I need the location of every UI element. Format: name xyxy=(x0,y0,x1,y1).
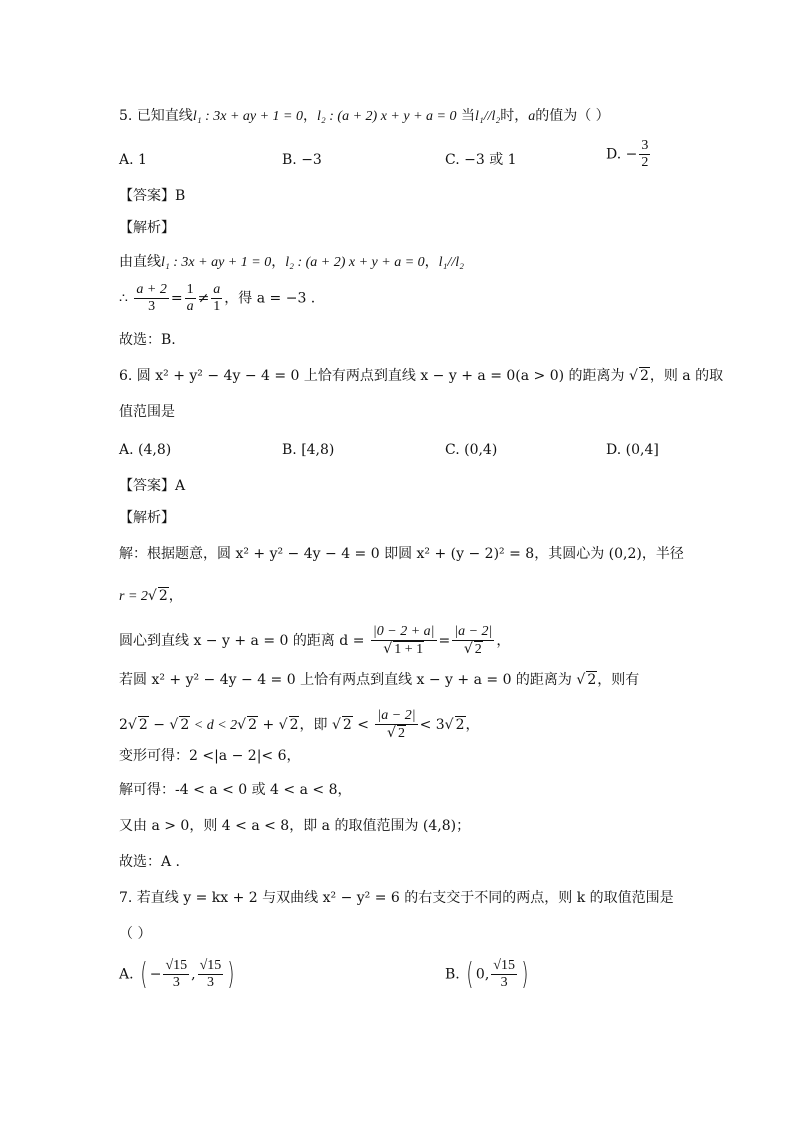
fraction: $\frac{√15}{3}$ xyxy=(493,958,515,990)
sqrt-icon: √ xyxy=(383,641,393,657)
q6-stem-continued: 值范围是 xyxy=(119,404,175,420)
q5-option-a: A. 1 xyxy=(119,152,147,168)
sqrt-icon: √ xyxy=(237,717,247,733)
q5-option-d: D. − $\frac{3}{2}$ xyxy=(606,138,649,170)
sqrt-icon: √ xyxy=(127,717,137,733)
q6-option-c: C. (0,4) xyxy=(445,442,498,458)
fraction: $\frac{√15}{3}$ xyxy=(199,958,222,990)
sqrt-icon: √ xyxy=(387,725,396,741)
sqrt-icon: √ xyxy=(331,717,341,733)
q6-analysis-heading: 【解析】 xyxy=(119,510,175,526)
fraction: $\frac{|0 - 2 + a|}{√ 1 + 1}$ xyxy=(372,624,435,657)
sqrt-icon: √ xyxy=(444,717,454,733)
sqrt-icon: √ xyxy=(629,368,638,384)
q6-stem: 6. 圆 x² + y² − 4y − 4 = 0 上恰有两点到直线 x − y + a = 0(a > 0) 的距离为 √ 2，则 a 的取 xyxy=(119,368,724,384)
q5-option-c: C. −3 或 1 xyxy=(445,152,517,168)
fraction: $\frac{|a - 2|}{√ 2}$ xyxy=(454,624,493,657)
sqrt-icon: √ xyxy=(576,672,586,688)
sqrt-icon: √ xyxy=(147,588,157,604)
fraction: $\frac{a}{1}$ xyxy=(213,282,221,314)
q6-solution-line-1: 解：根据题意，圆 x² + y² − 4y − 4 = 0 即圆 x² + (y − 2)² = 8，其圆心为 (0,2)，半径 xyxy=(119,546,684,562)
q5-solution-line-1: 由直线l₁ : 3x + ay + 1 = 0，l₂ : (a + 2) x + y + a = 0，l₁//l₂ xyxy=(119,254,464,270)
sqrt-icon: √ xyxy=(278,717,288,733)
q5-option-b: B. −3 xyxy=(282,152,322,168)
q6-solution-line-4: 若圆 x² + y² − 4y − 4 = 0 上恰有两点到直线 x − y + a = 0 的距离为 √ 2，则有 xyxy=(119,672,640,688)
fraction: $\frac{√15}{3}$ xyxy=(165,958,188,990)
q6-solution-line-8: 又由 a > 0，则 4 < a < 8，即 a 的取值范围为 (4,8)； xyxy=(119,818,471,834)
q5-analysis-heading: 【解析】 xyxy=(119,220,175,236)
fraction: $\frac{1}{a}$ xyxy=(186,282,194,314)
fraction: $\frac{3}{2}$ xyxy=(641,138,649,170)
q6-answer: 【答案】A xyxy=(119,478,186,494)
q5-solution-line-2: ∴ $\frac{a + 2}{3}$ = $\frac{1}{a}$ ≠ $\frac{a}{1}$ ，得 a = −3 . xyxy=(119,282,316,314)
sqrt-icon: √ xyxy=(169,717,179,733)
sqrt-icon: √ xyxy=(463,641,473,657)
q6-solution-line-2: r = 2√ 2， xyxy=(119,588,183,604)
q6-solution-line-5: 2√ 2 − √ 2 < d < 2√ 2 + √ 2，即 √ 2 < $\frac{|a - 2|}{√ 2}$ < 3√ 2， xyxy=(119,708,480,741)
q7-stem-blank: （ ） xyxy=(119,926,152,942)
q6-solution-line-7: 解可得：-4 < a < 0 或 4 < a < 8， xyxy=(119,782,352,798)
q6-choose: 故选：A . xyxy=(119,854,181,870)
q5-choose: 故选：B. xyxy=(119,332,176,348)
q7-option-b: B. ( 0, $\frac{√15}{3}$ ) xyxy=(445,956,529,992)
q5-answer: 【答案】B xyxy=(119,188,186,204)
fraction: $\frac{|a - 2|}{√ 2}$ xyxy=(377,708,416,741)
fraction: $\frac{a + 2}{3}$ xyxy=(136,282,167,314)
q6-option-a: A. (4,8) xyxy=(119,442,172,458)
q7-option-a: A. ( − $\frac{√15}{3}$ , $\frac{√15}{3}$ ) xyxy=(119,956,235,992)
q5-stem: 5. 已知直线l₁ : 3x + ay + 1 = 0，l₂ : (a + 2) x + y + a = 0 当l₁//l₂时，a的值为（ ） xyxy=(119,108,610,124)
q7-stem: 7. 若直线 y = kx + 2 与双曲线 x² − y² = 6 的右支交于不同的两点，则 k 的取值范围是 xyxy=(119,890,674,906)
q6-solution-line-3: 圆心到直线 x − y + a = 0 的距离 d = $\frac{|0 - 2 + a|}{√ 1 + 1}$ = $\frac{|a - 2|}{√ 2}$ ， xyxy=(119,624,511,657)
q6-option-b: B. [4,8) xyxy=(282,442,335,458)
q6-solution-line-6: 变形可得：2 <|a − 2|< 6， xyxy=(119,748,301,764)
q6-option-d: D. (0,4] xyxy=(606,442,659,458)
